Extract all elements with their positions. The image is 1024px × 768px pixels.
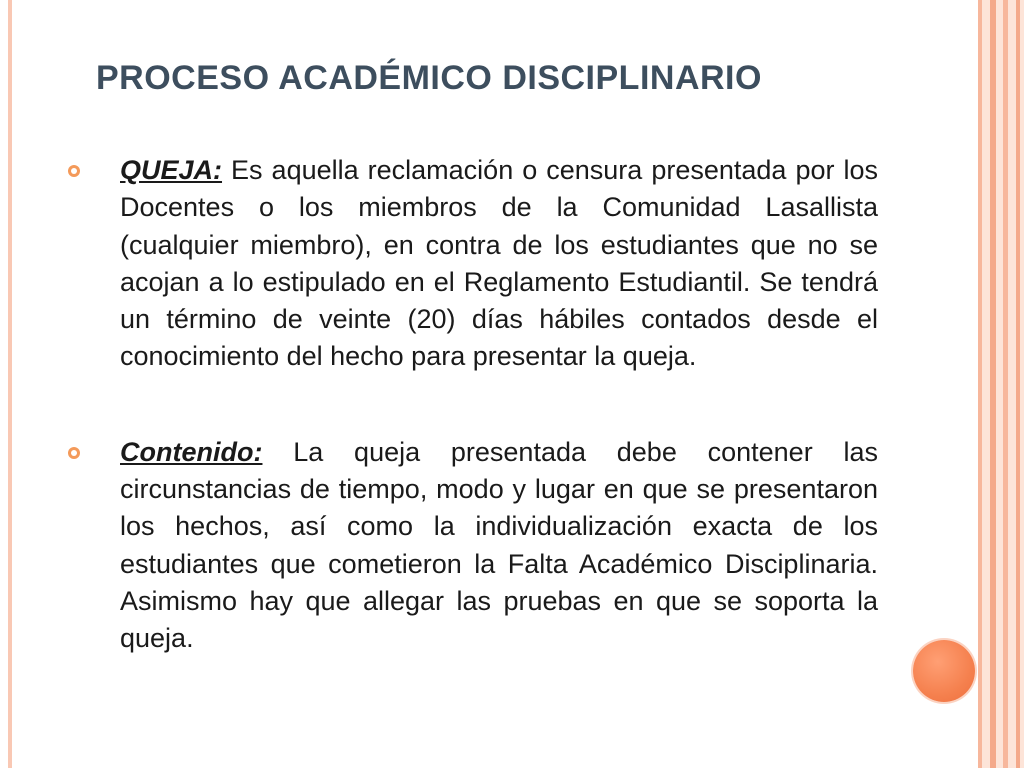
bullet-list (60, 152, 878, 658)
bullet-circle-icon (68, 165, 80, 177)
right-stripe (978, 0, 982, 768)
bullet-term: Contenido: (120, 436, 263, 467)
bullet-item-queja (60, 152, 878, 376)
decorative-orb (913, 640, 975, 702)
left-decorative-border (8, 0, 12, 768)
bullet-text: Es aquella reclamación o censura presentada por los Docentes o los miembros de la Comunidad Lasallista (cualquier miembro), en contra de los estudiantes que no se acojan a lo estipulado en el Reglamento Estudiantil. Se tendrá un término de veinte (20) días hábiles contados desde el conocimiento del hecho para presentar la queja. (120, 155, 878, 372)
right-stripe (1003, 0, 1008, 768)
slide-title: PROCESO ACADÉMICO DISCIPLINARIO (96, 59, 762, 97)
bullet-term: QUEJA: (120, 155, 223, 185)
bullet-text: La queja presentada debe contener las circunstancias de tiempo, modo y lugar en que se presentaron los hechos, así como la individualización exacta de los estudiantes que cometieron la Falta Académico Disciplinaria. Asimismo hay que allegar las pruebas en que se soporta la queja. (120, 436, 878, 654)
bullet-circle-icon (68, 447, 80, 459)
bullet-item-contenido (60, 434, 878, 658)
right-stripe (1016, 0, 1020, 768)
right-stripe (990, 0, 996, 768)
